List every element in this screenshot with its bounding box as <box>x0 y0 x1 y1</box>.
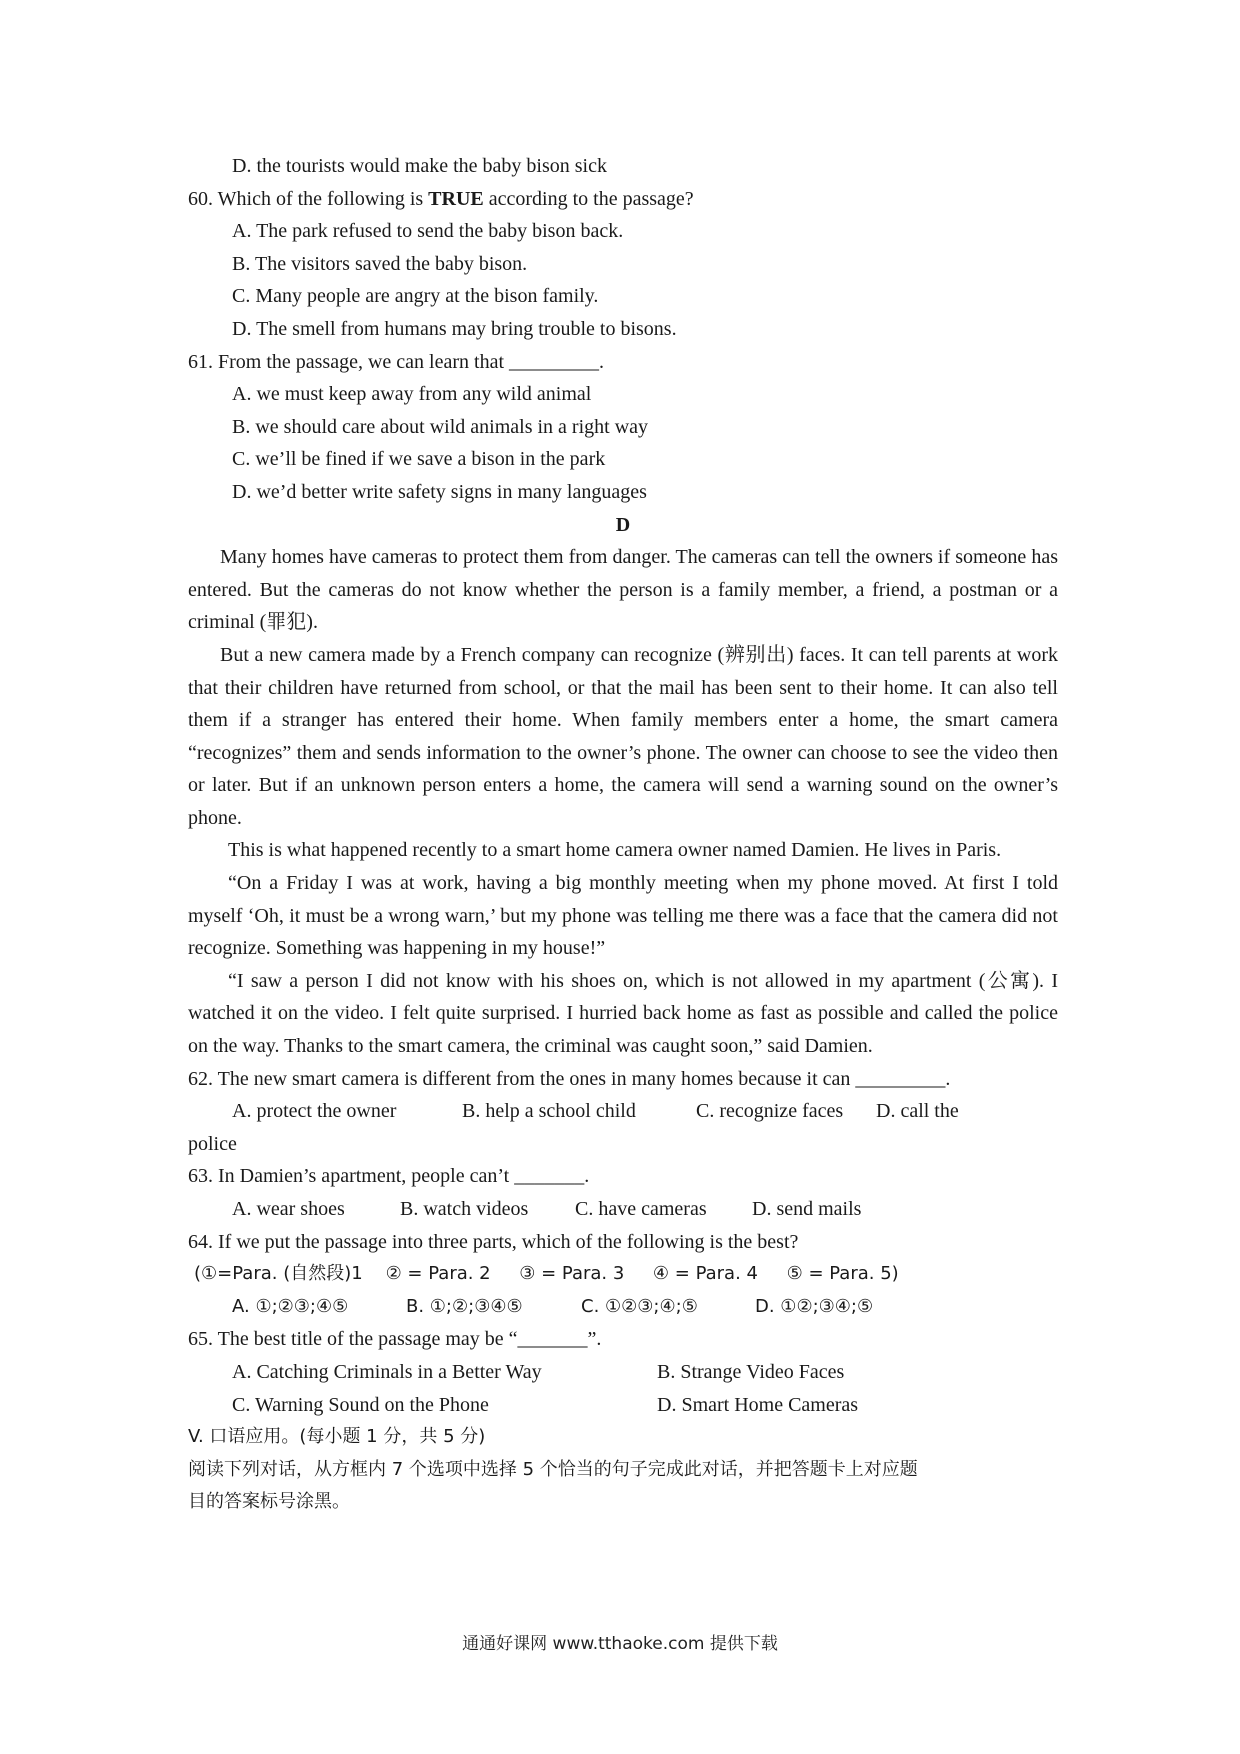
passage-paragraph-2: But a new camera made by a French company can recognize (辨别出) faces. It can tell parents at work that their children have returned from school, or that the mail has been sent to their home. It can also tell them if a stranger has entered their home. When family members enter a home, the smart camera “recognizes” them and sends information to the owner’s phone. The owner can choose to see the video then or later. But if an unknown person enters a home, the camera will send a warning sound on the owner’s phone. <box>188 643 1058 829</box>
q64-option-d: D. ①②;③④;⑤ <box>755 1295 874 1317</box>
q61-option-c: C. we’ll be fined if we save a bison in the park <box>232 448 606 471</box>
q65-stem: 65. The best title of the passage may be “_______”. <box>188 1328 602 1351</box>
q60-option-b: B. The visitors saved the baby bison. <box>232 252 528 275</box>
q62-option-d: D. call the <box>876 1100 959 1123</box>
q63-option-a: A. wear shoes <box>232 1198 345 1220</box>
q65-option-b: B. Strange Video Faces <box>657 1360 845 1383</box>
q65-option-c: C. Warning Sound on the Phone <box>232 1393 489 1416</box>
q65-option-d: D. Smart Home Cameras <box>657 1393 859 1416</box>
section-v-instruction-1: 阅读下列对话，从方框内 7 个选项中选择 5 个恰当的句子完成此对话，并把答题卡上对应题 <box>188 1458 918 1480</box>
passage-paragraph-3: This is what happened recently to a smart home camera owner named Damien. He lives in Paris. <box>228 839 1002 862</box>
q62-option-a: A. protect the owner <box>232 1100 397 1123</box>
q64-options <box>188 1291 1058 1324</box>
exam-page <box>188 150 1058 1519</box>
q64-note: (①=Para. (自然段)1 ② = Para. 2 ③ = Para. 3 ④ = Para. 4 ⑤ = Para. 5) <box>194 1263 899 1285</box>
q62-options <box>188 1095 1058 1128</box>
passage-paragraph-5: “I saw a person I did not know with his shoes on, which is not allowed in my apartment (公寓). I watched it on the video. I felt quite surprised. I hurried back home as fast as possible and called the police on the way. Thanks to the smart camera, the criminal was caught soon,” said Damien. <box>188 969 1058 1058</box>
q62-stem: 62. The new smart camera is different from the ones in many homes because it can _________. <box>188 1067 951 1090</box>
page-footer-source: 通通好课网 www.tthaoke.com 提供下载 <box>462 1634 778 1654</box>
q63-option-c: C. have cameras <box>575 1198 707 1220</box>
passage-paragraph-1: Many homes have cameras to protect them from danger. The cameras can tell the owners if someone has entered. But the cameras do not know whether the person is a family member, a friend, a postman or a criminal (罪犯). <box>188 546 1058 634</box>
section-v-instruction-2: 目的答案标号涂黑。 <box>188 1491 350 1513</box>
q62-option-d-wrap: police <box>188 1132 237 1155</box>
q61-option-d: D. we’d better write safety signs in many languages <box>232 480 647 503</box>
q60-option-a: A. The park refused to send the baby bison back. <box>232 220 624 243</box>
q61-option-b: B. we should care about wild animals in a right way <box>232 415 649 438</box>
q60-stem-bold: TRUE <box>428 187 484 210</box>
q65-options-row1 <box>188 1356 1058 1389</box>
q61-option-a: A. we must keep away from any wild animal <box>232 383 592 406</box>
q62-option-c: C. recognize faces <box>696 1100 844 1123</box>
q63-option-d: D. send mails <box>752 1198 862 1220</box>
q64-stem: 64. If we put the passage into three parts, which of the following is the best? <box>188 1230 799 1253</box>
q62-option-b: B. help a school child <box>462 1100 636 1123</box>
q59-option-d: D. the tourists would make the baby bison sick <box>232 155 607 177</box>
q60-option-d: D. The smell from humans may bring trouble to bisons. <box>232 317 677 340</box>
q60-option-c: C. Many people are angry at the bison family. <box>232 285 599 308</box>
section-v-title: V. 口语应用。(每小题 1 分，共 5 分) <box>188 1426 486 1448</box>
q60-stem-post: according to the passage? <box>483 187 694 210</box>
passage-paragraph-4: “On a Friday I was at work, having a big monthly meeting when my phone moved. At first I told myself ‘Oh, it must be a wrong warn,’ but my phone was telling me there was a face that the camera did not recognize. Something was happening in my house!” <box>188 872 1058 960</box>
q64-option-b: B. ①;②;③④⑤ <box>406 1295 523 1317</box>
q60-stem-pre: 60. Which of the following is <box>188 187 429 210</box>
q65-options-row2 <box>188 1389 1058 1422</box>
q63-stem: 63. In Damien’s apartment, people can’t _______. <box>188 1165 590 1188</box>
q63-option-b: B. watch videos <box>400 1198 529 1220</box>
q65-option-a: A. Catching Criminals in a Better Way <box>232 1360 542 1383</box>
q63-options <box>188 1193 1058 1226</box>
q64-option-c: C. ①②③;④;⑤ <box>581 1295 698 1317</box>
passage-d-heading: D <box>615 513 631 536</box>
q60-stem <box>188 183 1058 216</box>
q64-option-a: A. ①;②③;④⑤ <box>232 1295 349 1317</box>
q61-stem: 61. From the passage, we can learn that _________. <box>188 350 605 373</box>
